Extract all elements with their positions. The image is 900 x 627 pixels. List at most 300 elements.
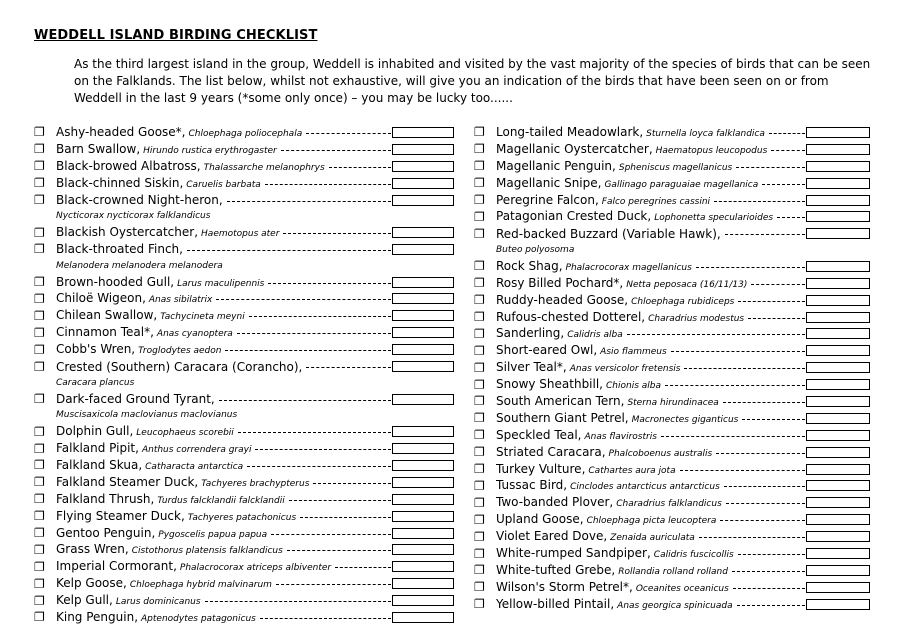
tick-box[interactable]: [806, 127, 870, 138]
checkbox-bullet-icon[interactable]: ❐: [474, 428, 485, 443]
bird-entry: [474, 562, 870, 579]
bird-common-name: Violet Eared Dove,: [496, 529, 608, 544]
checkbox-bullet-icon[interactable]: ❐: [34, 176, 45, 191]
bird-common-name: Peregrine Falcon,: [496, 192, 599, 207]
tick-box[interactable]: [806, 548, 870, 559]
bird-name-text: [56, 425, 234, 438]
tick-box[interactable]: [806, 228, 870, 239]
bird-name-text: [496, 530, 695, 543]
checkbox-bullet-icon[interactable]: ❐: [34, 492, 45, 507]
checkbox-bullet-icon[interactable]: ❐: [34, 275, 45, 290]
bird-row: [34, 609, 454, 626]
bird-name-text: [496, 581, 729, 594]
bird-row: [474, 275, 870, 292]
bird-scientific-name: Aptenodytes patagonicus: [141, 613, 256, 624]
dotted-leader: [247, 466, 391, 467]
bird-entry: [474, 427, 870, 444]
tick-box[interactable]: [392, 244, 454, 255]
bird-common-name: Rock Shag,: [496, 258, 563, 273]
bird-entry: [34, 558, 454, 575]
checkbox-bullet-icon[interactable]: ❐: [34, 593, 45, 608]
tick-box[interactable]: [392, 293, 454, 304]
checkbox-bullet-icon[interactable]: ❐: [34, 542, 45, 557]
bird-scientific-line: [34, 258, 454, 274]
dotted-leader: [276, 584, 391, 585]
bird-name-text: [496, 395, 719, 408]
checkbox-bullet-icon[interactable]: ❐: [34, 291, 45, 306]
checkbox-bullet-icon[interactable]: ❐: [474, 343, 485, 358]
bird-entry: [34, 575, 454, 592]
checkbox-bullet-icon[interactable]: ❐: [474, 512, 485, 527]
checkbox-bullet-icon[interactable]: ❐: [474, 142, 485, 157]
dotted-leader: [329, 167, 391, 168]
page-title: WEDDELL ISLAND BIRDING CHECKLIST: [34, 28, 318, 43]
tick-box[interactable]: [806, 295, 870, 306]
dotted-leader: [265, 184, 391, 185]
bird-common-name: Black-chinned Siskin,: [56, 175, 184, 190]
bird-row: [34, 291, 454, 308]
tick-box[interactable]: [392, 327, 454, 338]
tick-box[interactable]: [392, 544, 454, 555]
bird-common-name: Cinnamon Teal*,: [56, 325, 154, 340]
bird-name-text: [56, 510, 296, 523]
tick-box[interactable]: [392, 394, 454, 405]
bird-common-name: White-tufted Grebe,: [496, 562, 616, 577]
bird-entry: [34, 175, 454, 192]
bird-name-text: [496, 429, 657, 442]
bird-entry: [34, 491, 454, 508]
bird-common-name: Gentoo Penguin,: [56, 525, 156, 540]
checkbox-bullet-icon[interactable]: ❐: [474, 176, 485, 191]
bird-row: [474, 596, 870, 613]
bird-common-name: King Penguin,: [56, 609, 139, 624]
tick-box[interactable]: [392, 612, 454, 623]
tick-box[interactable]: [806, 178, 870, 189]
dotted-leader: [238, 432, 391, 433]
checkbox-bullet-icon[interactable]: ❐: [34, 225, 45, 240]
tick-box[interactable]: [806, 582, 870, 593]
bird-row: [474, 494, 870, 511]
bird-entry: [34, 609, 454, 626]
bird-common-name: Cobb's Wren,: [56, 342, 136, 357]
bird-scientific-name: Netta peposaca (16/11/13): [626, 279, 748, 290]
tick-box[interactable]: [806, 211, 870, 222]
bird-entry: [474, 545, 870, 562]
bird-common-name: Two-banded Plover,: [496, 495, 614, 510]
dotted-leader: [216, 299, 391, 300]
checkbox-bullet-icon[interactable]: ❐: [34, 193, 45, 207]
bird-name-text: [496, 412, 738, 425]
bird-name-text: [56, 611, 256, 624]
checkbox-bullet-icon[interactable]: ❐: [474, 411, 485, 426]
bird-entry: [474, 511, 870, 528]
bird-common-name: Brown-hooded Gull,: [56, 274, 175, 289]
bird-row: [34, 541, 454, 558]
bird-name-text: [496, 513, 716, 526]
tick-box[interactable]: [392, 310, 454, 321]
bird-entry: [34, 192, 454, 225]
bird-row: [34, 324, 454, 341]
checkbox-bullet-icon[interactable]: ❐: [474, 193, 485, 207]
bird-common-name: Magellanic Oystercatcher,: [496, 141, 653, 156]
checkbox-bullet-icon[interactable]: ❐: [34, 509, 45, 524]
bird-entry: [474, 225, 870, 258]
bird-scientific-name: Tachyeres brachypterus: [201, 478, 310, 489]
bird-common-name: Barn Swallow,: [56, 141, 141, 156]
checkbox-bullet-icon[interactable]: ❐: [474, 310, 485, 325]
checkbox-bullet-icon[interactable]: ❐: [34, 392, 45, 407]
bird-row: [474, 124, 870, 141]
tick-box[interactable]: [806, 195, 870, 206]
checkbox-bullet-icon[interactable]: ❐: [34, 308, 45, 323]
bird-name-text: [496, 194, 710, 207]
bird-name-text: [496, 564, 728, 577]
tick-box[interactable]: [392, 144, 454, 155]
bird-scientific-line: [474, 242, 870, 258]
bird-name-text: [496, 228, 721, 240]
dotted-leader: [237, 333, 391, 334]
bird-row: [34, 508, 454, 525]
dotted-leader: [738, 554, 805, 555]
bird-scientific-name: Sterna hirundinacea: [627, 397, 719, 408]
checkbox-bullet-icon[interactable]: ❐: [34, 441, 45, 456]
bird-common-name: Magellanic Snipe,: [496, 175, 602, 190]
bird-scientific-name: Anas flavirostris: [584, 431, 657, 442]
bird-scientific-name: Hirundo rustica erythrogaster: [143, 145, 277, 156]
bird-row: [474, 359, 870, 376]
bird-common-name: Speckled Teal,: [496, 427, 582, 442]
dotted-leader: [260, 618, 391, 619]
checkbox-bullet-icon[interactable]: ❐: [34, 559, 45, 574]
checkbox-bullet-icon[interactable]: ❐: [474, 597, 485, 612]
bird-common-name: Dolphin Gull,: [56, 424, 134, 439]
bird-name-text: [56, 309, 245, 322]
dotted-leader: [716, 453, 805, 454]
bird-name-text: [56, 292, 212, 305]
tick-box[interactable]: [806, 531, 870, 542]
checkbox-bullet-icon[interactable]: ❐: [34, 359, 45, 374]
bird-scientific-name: Tachyeres patachonicus: [187, 512, 297, 523]
tick-box[interactable]: [392, 443, 454, 454]
checkbox-bullet-icon[interactable]: ❐: [474, 226, 485, 241]
bird-entry: [474, 124, 870, 141]
bird-common-name: Short-eared Owl,: [496, 343, 598, 358]
bird-common-name: Ruddy-headed Goose,: [496, 292, 629, 307]
bird-row: [474, 342, 870, 359]
checkbox-bullet-icon[interactable]: ❐: [34, 424, 45, 439]
bird-entry: [474, 494, 870, 511]
tick-box[interactable]: [392, 460, 454, 471]
bird-name-text: [496, 210, 773, 223]
bird-entry: [34, 358, 454, 391]
tick-box[interactable]: [806, 328, 870, 339]
bird-scientific-name: Nycticorax nycticorax falklandicus: [56, 211, 211, 222]
tick-box[interactable]: [806, 497, 870, 508]
bird-row: [34, 224, 454, 241]
bird-name-text: [56, 126, 302, 139]
bird-common-name: Blackish Oystercatcher,: [56, 225, 199, 240]
bird-entry: [474, 192, 870, 209]
bird-scientific-name: Caruelis barbata: [186, 179, 261, 190]
bird-name-text: [56, 393, 215, 405]
intro-paragraph: As the third largest island in the group, Weddell is inhabited and visited by the vast majority of the species of birds that can be seen on the Falklands. The list below, whilst not exhaustive, will give you an indication of the birds that have been seen on or from Weddell in the last 9 years (*some only once) – you may be lucky too......: [74, 57, 871, 105]
bird-row: [34, 141, 454, 158]
bird-row: [474, 478, 870, 495]
checkbox-bullet-icon[interactable]: ❐: [474, 462, 485, 477]
bird-common-name: Wilson's Storm Petrel*,: [496, 579, 633, 594]
tick-box[interactable]: [392, 127, 454, 138]
tick-box[interactable]: [392, 595, 454, 606]
checkbox-bullet-icon[interactable]: ❐: [474, 276, 485, 291]
checkbox-bullet-icon[interactable]: ❐: [474, 209, 485, 224]
dotted-leader: [661, 436, 805, 437]
dotted-leader: [227, 201, 391, 202]
bird-row: [474, 393, 870, 410]
bird-scientific-name: Lophonetta specularioides: [654, 213, 774, 224]
bird-row: [474, 158, 870, 175]
checkbox-bullet-icon[interactable]: ❐: [474, 495, 485, 510]
dotted-leader: [736, 167, 805, 168]
bird-name-text: [496, 547, 734, 560]
bird-row: [34, 192, 454, 209]
checkbox-bullet-icon[interactable]: ❐: [474, 377, 485, 392]
bird-row: [474, 461, 870, 478]
bird-entry: [34, 291, 454, 308]
bird-row: [34, 341, 454, 358]
checkbox-bullet-icon[interactable]: ❐: [34, 325, 45, 340]
tick-box[interactable]: [392, 161, 454, 172]
bird-scientific-name: Pygoscelis papua papua: [158, 529, 268, 540]
checkbox-bullet-icon[interactable]: ❐: [474, 563, 485, 578]
bird-scientific-name: Cinclodes antarcticus antarcticus: [570, 482, 720, 493]
bird-common-name: Crested (Southern) Caracara (Corancho),: [56, 359, 303, 374]
tick-box[interactable]: [806, 396, 870, 407]
dotted-leader: [762, 184, 805, 185]
tick-box[interactable]: [392, 277, 454, 288]
bird-name-text: [496, 463, 676, 476]
bird-row: [34, 457, 454, 474]
bird-common-name: Tussac Bird,: [496, 478, 568, 493]
checkbox-bullet-icon[interactable]: ❐: [474, 478, 485, 493]
dotted-leader: [271, 534, 391, 535]
bird-row: [34, 391, 454, 408]
bird-entry: [34, 141, 454, 158]
checkbox-bullet-icon[interactable]: ❐: [34, 242, 45, 257]
checkbox-bullet-icon[interactable]: ❐: [474, 529, 485, 544]
bird-entry: [474, 292, 870, 309]
tick-box[interactable]: [806, 312, 870, 323]
bird-common-name: Kelp Gull,: [56, 593, 113, 608]
tick-box[interactable]: [392, 361, 454, 372]
bird-scientific-name: Chloephaga hybrid malvinarum: [129, 580, 272, 591]
bird-row: [474, 292, 870, 309]
dotted-leader: [696, 267, 805, 268]
bird-row: [34, 158, 454, 175]
tick-box[interactable]: [806, 447, 870, 458]
tick-box[interactable]: [806, 430, 870, 441]
bird-entry: [34, 391, 454, 424]
bird-scientific-name: Larus dominicanus: [115, 597, 201, 608]
tick-box[interactable]: [392, 528, 454, 539]
checkbox-bullet-icon[interactable]: ❐: [34, 610, 45, 625]
dotted-leader: [313, 483, 391, 484]
checkbox-bullet-icon[interactable]: ❐: [474, 580, 485, 595]
bird-entry: [474, 158, 870, 175]
dotted-leader: [723, 402, 805, 403]
checkbox-bullet-icon[interactable]: ❐: [474, 394, 485, 409]
dotted-leader: [219, 400, 391, 401]
tick-box[interactable]: [806, 345, 870, 356]
checkbox-bullet-icon[interactable]: ❐: [34, 125, 45, 140]
tick-box[interactable]: [392, 227, 454, 238]
checkbox-bullet-icon[interactable]: ❐: [34, 475, 45, 490]
checklist-right-column: [474, 124, 870, 613]
bird-scientific-name: Chloephaga picta leucoptera: [586, 516, 717, 527]
dotted-leader: [771, 150, 805, 151]
bird-common-name: Flying Steamer Duck,: [56, 508, 185, 523]
bird-entry: [34, 457, 454, 474]
bird-scientific-name: Calidris alba: [567, 330, 623, 341]
bird-entry: [34, 423, 454, 440]
tick-box[interactable]: [806, 144, 870, 155]
bird-scientific-name: Buteo polyosoma: [496, 245, 575, 256]
bird-common-name: Silver Teal*,: [496, 360, 567, 375]
bird-common-name: Turkey Vulture,: [496, 461, 586, 476]
tick-box[interactable]: [392, 195, 454, 206]
tick-box[interactable]: [806, 413, 870, 424]
tick-box[interactable]: [806, 362, 870, 373]
checkbox-bullet-icon[interactable]: ❐: [474, 546, 485, 561]
checkbox-bullet-icon[interactable]: ❐: [474, 326, 485, 341]
tick-box[interactable]: [392, 578, 454, 589]
bird-entry: [474, 376, 870, 393]
bird-name-text: [496, 361, 680, 374]
bird-row: [474, 208, 870, 225]
bird-scientific-name: Falco peregrines cassini: [601, 196, 711, 207]
bird-entry: [474, 528, 870, 545]
bird-row: [474, 225, 870, 242]
bird-name-text: [56, 476, 309, 489]
tick-box[interactable]: [806, 514, 870, 525]
bird-row: [474, 192, 870, 209]
checkbox-bullet-icon[interactable]: ❐: [474, 293, 485, 308]
bird-common-name: Upland Goose,: [496, 512, 584, 527]
bird-common-name: Magellanic Penguin,: [496, 158, 616, 173]
dotted-leader: [268, 283, 391, 284]
bird-name-text: [56, 243, 183, 255]
bird-entry: [474, 309, 870, 326]
tick-box[interactable]: [806, 161, 870, 172]
bird-name-text: [56, 177, 261, 190]
bird-scientific-name: Caracara plancus: [56, 377, 135, 388]
checkbox-bullet-icon[interactable]: ❐: [474, 159, 485, 174]
bird-entry: [474, 141, 870, 158]
bird-name-text: [56, 143, 277, 156]
bird-row: [34, 474, 454, 491]
bird-row: [34, 423, 454, 440]
tick-box[interactable]: [392, 477, 454, 488]
tick-box[interactable]: [806, 464, 870, 475]
bird-scientific-name: Tachycineta meyni: [160, 312, 245, 323]
tick-box[interactable]: [806, 599, 870, 610]
bird-entry: [34, 474, 454, 491]
bird-entry: [474, 208, 870, 225]
bird-entry: [474, 461, 870, 478]
bird-name-text: [496, 177, 758, 190]
dotted-leader: [225, 350, 391, 351]
tick-box[interactable]: [392, 178, 454, 189]
tick-box[interactable]: [806, 261, 870, 272]
bird-entry: [34, 440, 454, 457]
bird-common-name: Red-backed Buzzard (Variable Hawk),: [496, 226, 721, 241]
tick-box[interactable]: [806, 480, 870, 491]
checkbox-bullet-icon[interactable]: ❐: [34, 576, 45, 591]
bird-scientific-name: Charadrius falklandicus: [616, 499, 722, 510]
bird-scientific-name: Turdus falcklandii falcklandii: [157, 495, 285, 506]
checkbox-bullet-icon[interactable]: ❐: [474, 360, 485, 375]
tick-box[interactable]: [806, 278, 870, 289]
bird-name-text: [496, 311, 744, 324]
bird-scientific-name: Melanodera melanodera melanodera: [56, 260, 223, 271]
tick-box[interactable]: [392, 426, 454, 437]
tick-box[interactable]: [392, 344, 454, 355]
tick-box[interactable]: [806, 565, 870, 576]
bird-scientific-name: Troglodytes aedon: [138, 346, 222, 357]
dotted-leader: [283, 233, 391, 234]
bird-row: [34, 558, 454, 575]
bird-scientific-name: Sturnella loyca falklandica: [646, 128, 765, 139]
checkbox-bullet-icon[interactable]: ❐: [34, 342, 45, 357]
tick-box[interactable]: [806, 379, 870, 390]
bird-common-name: Sanderling,: [496, 326, 565, 341]
checkbox-bullet-icon[interactable]: ❐: [474, 445, 485, 460]
bird-row: [34, 307, 454, 324]
dotted-leader: [287, 550, 391, 551]
checkbox-bullet-icon[interactable]: ❐: [34, 142, 45, 157]
bird-scientific-name: Anas versicolor fretensis: [569, 364, 681, 375]
bird-entry: [34, 224, 454, 241]
dotted-leader: [680, 470, 805, 471]
bird-common-name: Falkland Steamer Duck,: [56, 474, 199, 489]
bird-name-text: [496, 143, 767, 156]
bird-entry: [474, 393, 870, 410]
checkbox-bullet-icon[interactable]: ❐: [34, 526, 45, 540]
bird-row: [474, 562, 870, 579]
bird-name-text: [56, 442, 251, 455]
bird-common-name: Imperial Cormorant,: [56, 559, 177, 574]
dotted-leader: [726, 503, 805, 504]
bird-scientific-name: Calidris fuscicollis: [653, 550, 734, 560]
tick-box[interactable]: [392, 511, 454, 522]
checkbox-bullet-icon[interactable]: ❐: [474, 125, 485, 140]
checkbox-bullet-icon[interactable]: ❐: [474, 259, 485, 274]
checkbox-bullet-icon[interactable]: ❐: [34, 159, 45, 174]
tick-box[interactable]: [392, 561, 454, 572]
bird-row: [34, 525, 454, 542]
dotted-leader: [627, 334, 805, 335]
bird-row: [474, 325, 870, 342]
bird-common-name: Chiloë Wigeon,: [56, 291, 146, 306]
bird-common-name: Black-browed Albatross,: [56, 158, 201, 173]
dotted-leader: [306, 133, 391, 134]
bird-name-text: [56, 226, 279, 239]
bird-name-text: [56, 527, 267, 540]
tick-box[interactable]: [392, 494, 454, 505]
bird-scientific-name: Thalassarche melanophrys: [203, 162, 325, 173]
bird-entry: [34, 592, 454, 609]
bird-common-name: Black-throated Finch,: [56, 242, 183, 257]
checkbox-bullet-icon[interactable]: ❐: [34, 458, 45, 473]
